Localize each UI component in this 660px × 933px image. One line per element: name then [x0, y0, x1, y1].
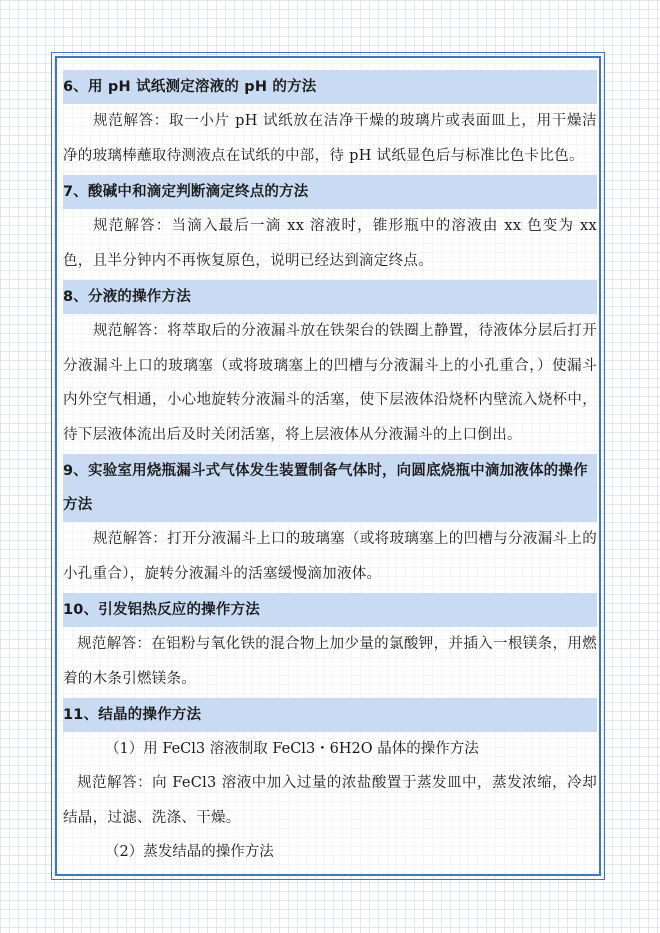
section-heading-7: 7、酸碱中和滴定判断滴定终点的方法	[63, 175, 597, 209]
section-body-10: 规范解答：在铝粉与氧化铁的混合物上加少量的氯酸钾，并插入一根镁条，用燃着的木条引燃镁条。	[63, 636, 597, 687]
document-content	[63, 68, 597, 869]
section-body-11: 规范解答：向 FeCl3 溶液中加入过量的浓盐酸置于蒸发皿中，蒸发浓缩，冷却结晶，过滤、洗涤、干燥。	[63, 775, 597, 826]
section-heading-6: 6、用 pH 试纸测定溶液的 pH 的方法	[63, 70, 597, 104]
section-heading-10: 10、引发铝热反应的操作方法	[63, 593, 597, 627]
section-heading-9: 9、实验室用烧瓶漏斗式气体发生装置制备气体时，向圆底烧瓶中滴加液体的操作方法	[63, 454, 597, 522]
subsection-11-1: （1）用 FeCl3 溶液制取 FeCl3・6H2O 晶体的操作方法	[105, 741, 479, 757]
section-heading-11: 11、结晶的操作方法	[63, 698, 597, 732]
section-body-9: 规范解答：打开分液漏斗上口的玻璃塞（或将玻璃塞上的凹槽与分液漏斗上的小孔重合），旋转分液漏斗的活塞缓慢滴加液体。	[63, 531, 597, 582]
section-body-6: 规范解答：取一小片 pH 试纸放在洁净干燥的玻璃片或表面皿上，用干燥洁净的玻璃棒蘸取待测液点在试纸的中部，待 pH 试纸显色后与标准比色卡比色。	[63, 113, 597, 164]
section-heading-8: 8、分液的操作方法	[63, 280, 597, 314]
subsection-11-2: （2）蒸发结晶的操作方法	[105, 844, 274, 860]
section-body-8: 规范解答：将萃取后的分液漏斗放在铁架台的铁圈上静置，待液体分层后打开分液漏斗上口的玻璃塞（或将玻璃塞上的凹槽与分液漏斗上的小孔重合，）使漏斗内外空气相通，小心地旋转分液漏斗的活塞，使下层液体沿烧杯内壁流入烧杯中，待下层液体流出后及时关闭活塞，将上层液体从分液漏斗的上口倒出。	[63, 323, 597, 443]
section-body-7: 规范解答：当滴入最后一滴 xx 溶液时，锥形瓶中的溶液由 xx 色变为 xx 色，且半分钟内不再恢复原色，说明已经达到滴定终点。	[63, 218, 597, 269]
